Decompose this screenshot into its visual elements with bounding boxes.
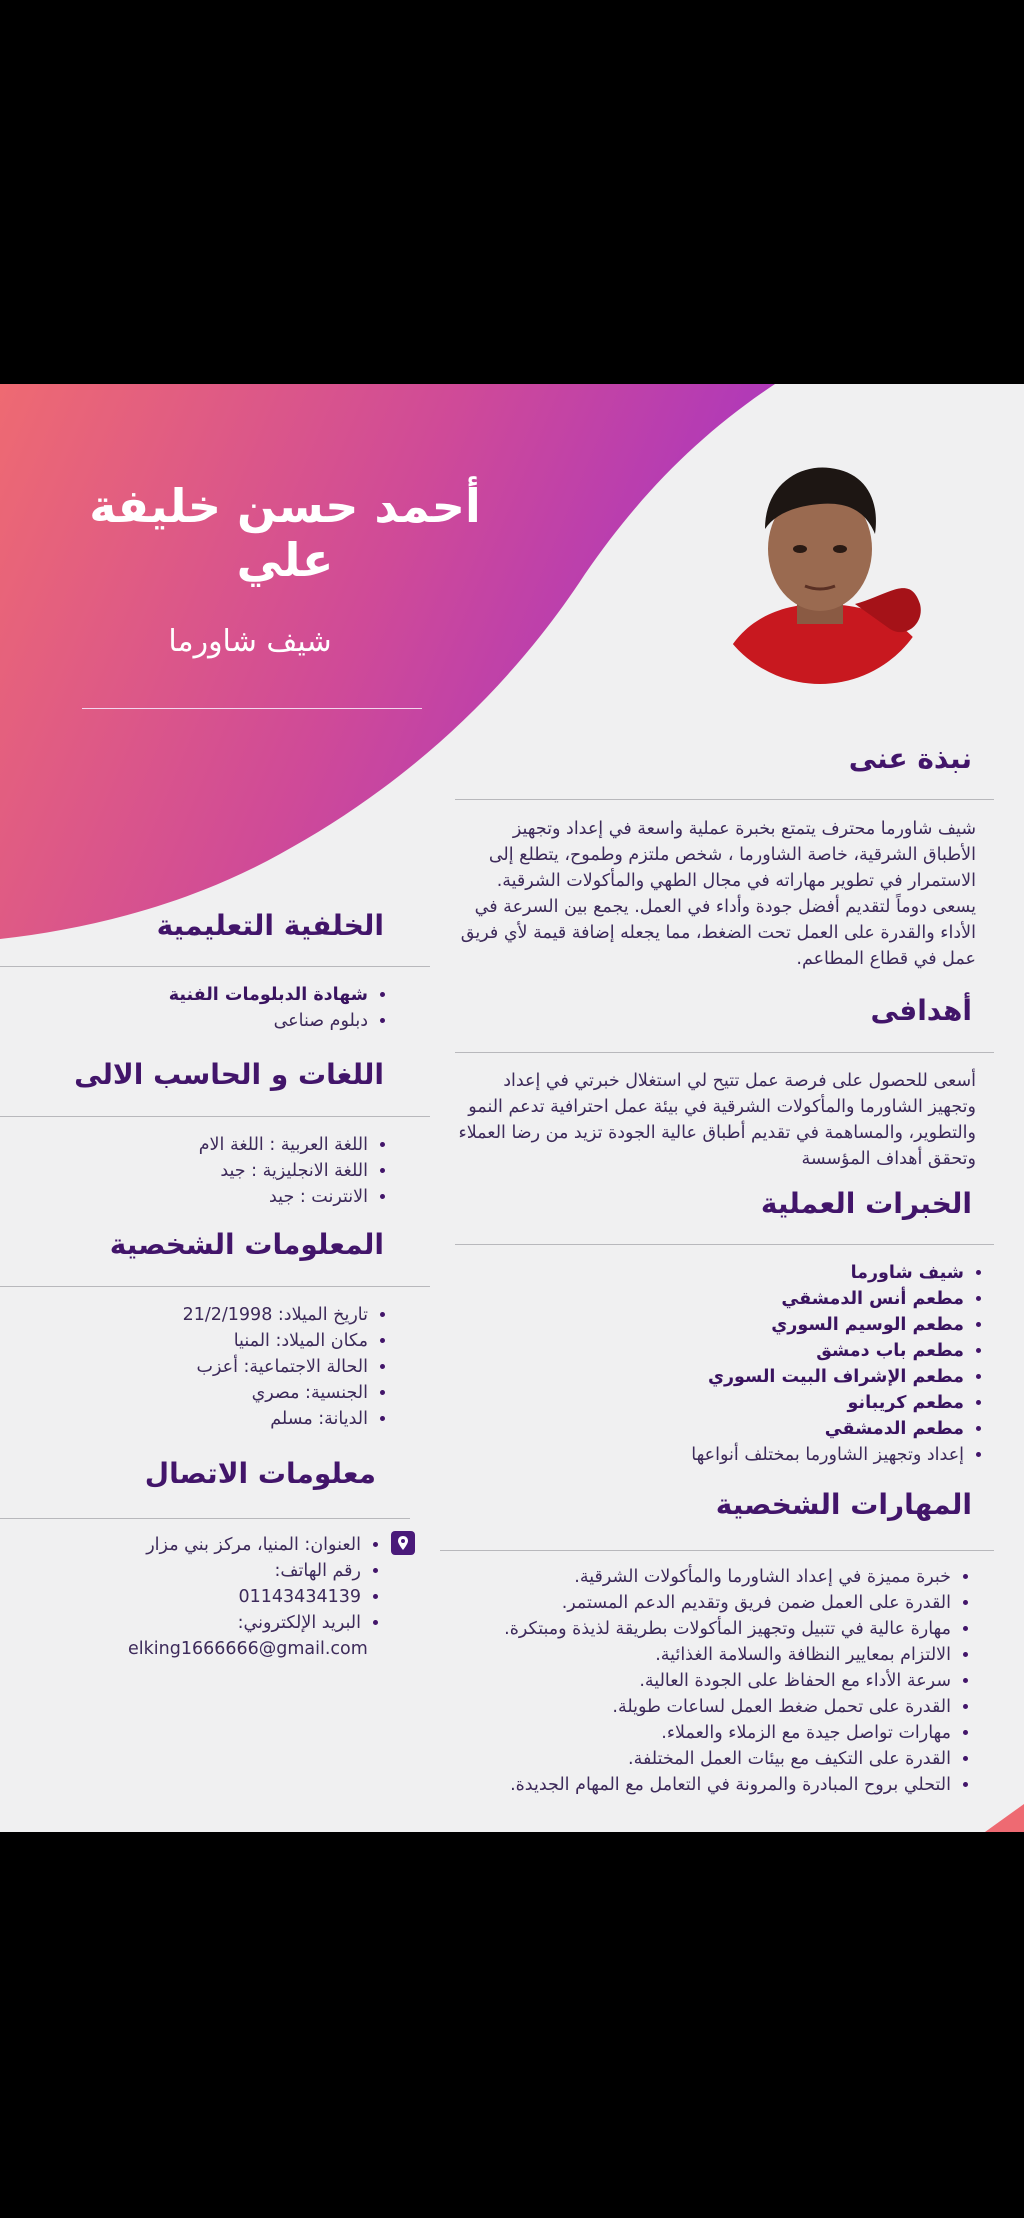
about-divider [455,799,994,800]
experience-divider [455,1244,994,1245]
contact-list [120,1532,379,1636]
contact-email[interactable]: elking1666666@gmail.com [128,1639,368,1659]
list-item: • الديانة: مسلم [40,1406,368,1432]
goals-divider [455,1052,994,1053]
contact-phone[interactable]: • 01143434139 [120,1584,361,1610]
list-item: • مكان الميلاد: المنيا [40,1328,368,1354]
list-item: • شيف شاورما [455,1260,964,1286]
list-item: • القدرة على التكيف مع بيئات العمل المختلفة. [440,1746,951,1772]
list-item: • الانترنت : جيد [40,1184,368,1210]
personal-heading: المعلومات الشخصية [109,1228,384,1261]
contact-phone-label: • رقم الهاتف: [120,1558,361,1584]
profile-photo [705,454,935,684]
personal-list [40,1302,386,1432]
languages-heading: اللغات و الحاسب الالى [74,1058,384,1091]
list-item: • إعداد وتجهيز الشاورما بمختلف أنواعها [455,1442,964,1468]
education-divider [0,966,430,967]
list-item: • شهادة الدبلومات الفنية [40,982,368,1008]
map-pin-icon [391,1531,415,1555]
skills-divider [440,1550,994,1551]
languages-list [40,1132,386,1210]
corner-accent [985,1804,1024,1832]
goals-heading: أهدافى [870,994,972,1027]
list-item: • مهارات تواصل جيدة مع الزملاء والعملاء. [440,1720,951,1746]
list-item: • خبرة مميزة في إعداد الشاورما والمأكولات الشرقية. [440,1564,951,1590]
experience-list [455,1260,982,1468]
list-item: • الجنسية: مصري [40,1380,368,1406]
contact-address: • العنوان: المنيا، مركز بني مزار [120,1532,361,1558]
candidate-name: أحمد حسن خليفة علي [89,479,481,587]
list-item: • التحلي بروح المبادرة والمرونة في التعامل مع المهام الجديدة. [440,1772,951,1798]
list-item: • اللغة العربية : اللغة الام [40,1132,368,1158]
education-heading: الخلفية التعليمية [156,909,384,942]
list-item: • مهارة عالية في تتبيل وتجهيز المأكولات بطريقة لذيذة ومبتكرة. [440,1616,951,1642]
list-item: • سرعة الأداء مع الحفاظ على الجودة العالية. [440,1668,951,1694]
list-item: • القدرة على العمل ضمن فريق وتقديم الدعم المستمر. [440,1590,951,1616]
skills-heading: المهارات الشخصية [715,1488,972,1521]
goals-text: أسعى للحصول على فرصة عمل تتيح لي استغلال خبرتي في إعداد وتجهيز الشاورما والمأكولات الشرقية في بيئة عمل احترافية تدعم النمو والتطوير، والمساهمة في تقديم أطباق عالية الجودة تزيد من رضا العملاء وتحقق أهداف المؤسسة [458,1071,976,1169]
list-item: • تاريخ الميلاد: 21/2/1998 [40,1302,368,1328]
list-item: • مطعم الإشراف البيت السوري [455,1364,964,1390]
title-divider [82,708,422,709]
list-item: • مطعم كريبانو [455,1390,964,1416]
list-item: • مطعم باب دمشق [455,1338,964,1364]
about-heading: نبذة عنى [848,742,972,775]
list-item: • مطعم الدمشقي [455,1416,964,1442]
education-list [40,982,386,1034]
skills-list [440,1564,969,1798]
contact-heading: معلومات الاتصال [144,1457,376,1490]
languages-divider [0,1116,430,1117]
list-item: • القدرة على تحمل ضغط العمل لساعات طويلة. [440,1694,951,1720]
personal-divider [0,1286,430,1287]
about-text: شيف شاورما محترف يتمتع بخبرة عملية واسعة في إعداد وتجهيز الأطباق الشرقية، خاصة الشاورما ، شخص ملتزم وطموح، يتطلع إلى الاستمرار في تطوير مهاراته في مجال الطهي والمأكولات الشرقية. يسعى دوماً لتقديم أفضل جودة وأداء في العمل. يجمع بين السرعة في الأداء والقدرة على العمل تحت الضغط، مما يجعله إضافة قيمة لأي فريق عمل في قطاع المطاعم. [460,819,976,969]
list-item: • الالتزام بمعايير النظافة والسلامة الغذائية. [440,1642,951,1668]
list-item: • الحالة الاجتماعية: أعزب [40,1354,368,1380]
list-item: • مطعم أنس الدمشقي [455,1286,964,1312]
cv-page [0,384,1024,1832]
contact-divider [0,1518,410,1519]
job-title: شيف شاورما [168,624,332,659]
list-item: • اللغة الانجليزية : جيد [40,1158,368,1184]
list-item: • مطعم الوسيم السوري [455,1312,964,1338]
contact-email-label: • البريد الإلكتروني: [120,1610,361,1636]
experience-heading: الخبرات العملية [760,1187,972,1220]
list-item: • دبلوم صناعى [40,1008,368,1034]
